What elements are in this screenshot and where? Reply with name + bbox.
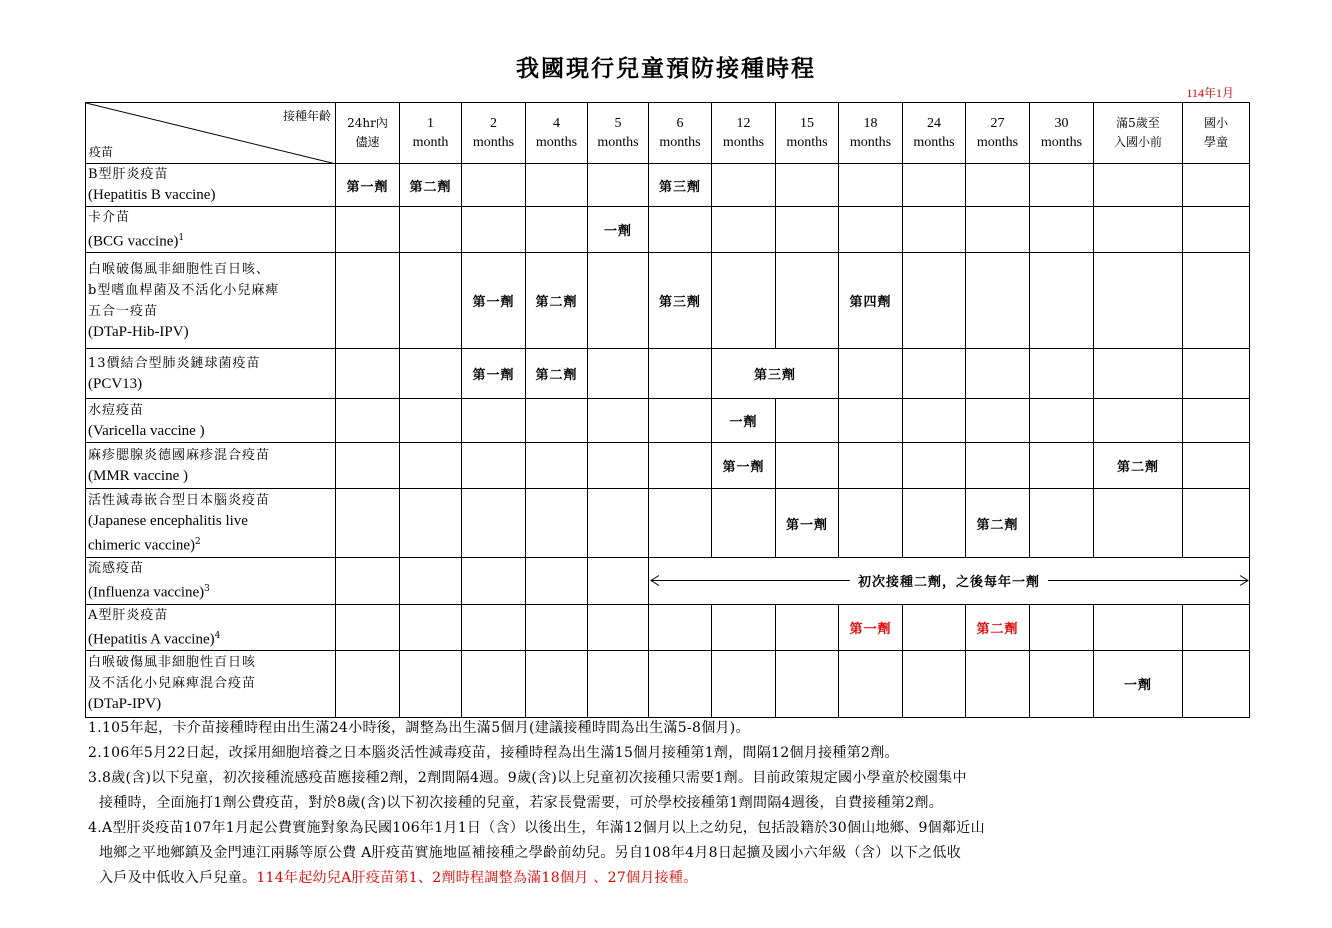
dose-cell: 第二劑 [966, 489, 1030, 558]
vaccine-name-text: 活性減毒嵌合型日本腦炎疫苗 [88, 493, 271, 509]
schedule-cell [776, 650, 839, 717]
age-header-line1: 12 [736, 116, 751, 131]
schedule-cell [1183, 443, 1250, 489]
vaccine-name-cell [86, 650, 336, 717]
vaccine-row [86, 253, 1250, 349]
footnote-line: 接種時，全面施打1劑公費疫苗，對於8歲(含)以下初次接種的兒童，若家長覺需要，可於學校接種第1劑間隔4週後，自費接種第2劑。 [99, 795, 944, 811]
age-header-line1: 30 [1054, 116, 1069, 131]
vaccine-name-line [88, 400, 335, 421]
schedule-cell [1183, 164, 1250, 207]
schedule-cell [712, 489, 776, 558]
schedule-cell [776, 253, 839, 349]
age-axis-label: 接種年齡 [282, 109, 331, 123]
vaccine-row [86, 443, 1250, 489]
vaccine-row [86, 650, 1250, 717]
vaccine-row [86, 207, 1250, 253]
age-header-line2: 入國小前 [1113, 135, 1162, 149]
schedule-cell [1030, 253, 1094, 349]
age-header-line1: 6 [676, 116, 684, 131]
page-title: 我國現行兒童預防接種時程 [516, 55, 816, 82]
dose-cell: 第一劑 [462, 253, 526, 349]
schedule-cell [462, 207, 526, 253]
vaccine-name-cell [86, 558, 336, 604]
schedule-cell [336, 650, 400, 717]
schedule-cell [462, 489, 526, 558]
vaccine-name-text: (Hepatitis B vaccine) [88, 187, 216, 203]
vaccination-schedule-table [85, 102, 1250, 718]
age-header-line2: months [597, 135, 639, 150]
vaccine-row [86, 164, 1250, 207]
schedule-cell [462, 443, 526, 489]
vaccine-name-line [88, 259, 335, 280]
schedule-cell [712, 604, 776, 650]
schedule-cell [400, 399, 462, 443]
age-header-12 [1094, 103, 1183, 164]
vaccine-row [86, 489, 1250, 558]
age-header-line2: months [976, 135, 1019, 150]
schedule-cell [1183, 207, 1250, 253]
schedule-cell [1030, 489, 1094, 558]
vaccine-name-line [88, 694, 335, 715]
schedule-cell [903, 207, 966, 253]
schedule-cell [462, 558, 526, 604]
footnote-line: 地鄉之平地鄉鎮及金門連江兩縣等原公費 A肝疫苗實施地區補接種之學齡前幼兒。另自108年4月8日起擴及國小六年級（含）以下之低收 [99, 845, 961, 861]
schedule-cell [526, 399, 588, 443]
vaccine-name-text: 水痘疫苗 [88, 402, 145, 418]
dose-cell: 第二劑 [526, 349, 588, 399]
vaccine-row [86, 604, 1250, 650]
age-header-line2: months [786, 135, 828, 150]
vaccine-name-text: (Japanese encephalitis live [88, 513, 248, 530]
dose-cell: 第一劑 [712, 443, 776, 489]
age-header-line1: 24hr內 [347, 116, 388, 130]
schedule-cell [903, 489, 966, 558]
vaccine-name-text: A型肝炎疫苗 [88, 607, 169, 623]
age-header-line1: 24 [927, 116, 941, 131]
schedule-cell [400, 604, 462, 650]
schedule-cell [1183, 253, 1250, 349]
vaccine-name-text: (PCV13) [88, 375, 143, 392]
schedule-cell [1094, 489, 1183, 558]
footnote-line: 1.105年起，卡介苗接種時程由出生滿24小時後，調整為出生滿5個月(建議接種時間為出生滿5-8個月)。 [88, 720, 750, 736]
schedule-cell [712, 253, 776, 349]
footnote-line: 2.106年5月22日起，改採用細胞培養之日本腦炎活性減毒疫苗，接種時程為出生滿15個月接種第1劑，間隔12個月接種第2劑。 [88, 745, 899, 761]
schedule-cell [588, 443, 649, 489]
vaccine-name-cell [86, 253, 336, 349]
schedule-cell [966, 253, 1030, 349]
age-header-line1: 27 [990, 116, 1005, 131]
age-header-1 [400, 103, 462, 164]
age-header-2 [462, 103, 526, 164]
schedule-cell [400, 443, 462, 489]
age-header-line2: months [722, 135, 765, 150]
schedule-cell [400, 489, 462, 558]
vaccine-name-line [88, 185, 335, 206]
schedule-cell [776, 604, 839, 650]
schedule-cell [1030, 164, 1094, 207]
vaccine-name-text: 麻疹腮腺炎德國麻疹混合疫苗 [88, 447, 271, 463]
vaccine-name-text: B型肝炎疫苗 [88, 167, 169, 182]
age-header-line1: 15 [800, 116, 814, 131]
vaccine-name-text: (DTaP-IPV) [88, 696, 162, 713]
age-header-line2: 儘速 [355, 135, 380, 149]
dose-cell: 第三劑 [649, 164, 712, 207]
footnote-line: 3.8歲(含)以下兒童，初次接種流感疫苗應接種2劑，2劑間隔4週。9歲(含)以上兒童初次接種只需要1劑。目前政策規定國小學童於校園集中 [88, 770, 967, 786]
schedule-cell [1094, 604, 1183, 650]
age-header-11 [1030, 103, 1094, 164]
schedule-cell [588, 489, 649, 558]
schedule-cell [462, 399, 526, 443]
schedule-cell [1183, 604, 1250, 650]
schedule-cell [903, 604, 966, 650]
vaccine-row [86, 558, 1250, 604]
schedule-cell [400, 253, 462, 349]
influenza-schedule-cell [649, 558, 1250, 604]
vaccine-name-cell [86, 604, 336, 650]
schedule-cell [526, 604, 588, 650]
schedule-cell [588, 253, 649, 349]
schedule-cell [903, 399, 966, 443]
schedule-cell [462, 650, 526, 717]
corner-header-cell [86, 103, 336, 164]
schedule-cell [526, 558, 588, 604]
schedule-cell [1183, 650, 1250, 717]
schedule-cell [776, 443, 839, 489]
schedule-cell [839, 443, 903, 489]
age-header-line2: months [913, 135, 955, 150]
dose-cell: 第一劑 [462, 349, 526, 399]
schedule-cell [839, 489, 903, 558]
schedule-cell [966, 443, 1030, 489]
dose-cell: 第一劑 [776, 489, 839, 558]
footnote-red-highlight: 114年起幼兒A肝疫苗第1、2劑時程調整為滿18個月 、27個月接種。 [256, 870, 698, 886]
vaccine-name-text: 13價結合型肺炎鏈球菌疫苗 [88, 355, 261, 371]
dose-cell: 第二劑 [1094, 443, 1183, 489]
schedule-cell [336, 443, 400, 489]
vaccine-name-line [88, 207, 335, 228]
vaccine-name-line [88, 511, 335, 532]
schedule-cell [1030, 650, 1094, 717]
age-header-0 [336, 103, 400, 164]
vaccine-name-text: chimeric vaccine) [88, 537, 196, 554]
dose-cell: 第一劑 [336, 164, 400, 207]
schedule-cell [1030, 349, 1094, 399]
footnote-text: 入戶及中低收入戶兒童。 [99, 870, 257, 886]
age-header-7 [776, 103, 839, 164]
schedule-cell [462, 604, 526, 650]
schedule-cell [903, 253, 966, 349]
schedule-cell [903, 164, 966, 207]
schedule-cell [649, 349, 712, 399]
vaccine-name-line [88, 626, 335, 650]
schedule-cell [712, 207, 776, 253]
schedule-cell [462, 164, 526, 207]
schedule-cell [649, 207, 712, 253]
vaccine-name-line [88, 353, 335, 374]
schedule-cell [966, 207, 1030, 253]
footnote-line [88, 866, 1258, 891]
age-header-line2: 學童 [1203, 135, 1228, 149]
dose-cell: 第三劑 [712, 349, 839, 399]
schedule-cell [336, 253, 400, 349]
vaccine-name-line [88, 374, 335, 395]
vaccine-name-line [88, 301, 335, 322]
schedule-cell [526, 650, 588, 717]
vaccine-name-cell [86, 207, 336, 253]
schedule-cell [839, 349, 903, 399]
vaccine-name-cell [86, 349, 336, 399]
schedule-cell [1094, 349, 1183, 399]
schedule-cell [649, 604, 712, 650]
age-header-line1: 滿5歲至 [1116, 116, 1160, 130]
schedule-cell [336, 604, 400, 650]
footnote-ref: 4 [214, 630, 221, 641]
footnote-ref: 1 [178, 233, 185, 243]
vaccine-name-text: 白喉破傷風非細胞性百日咳、 [88, 261, 271, 277]
vaccine-name-line [88, 673, 335, 694]
age-header-line2: months [1040, 135, 1083, 150]
schedule-cell [903, 349, 966, 399]
schedule-cell [526, 489, 588, 558]
vaccine-name-line [88, 558, 335, 579]
schedule-cell [588, 604, 649, 650]
schedule-cell [839, 207, 903, 253]
vaccine-name-cell [86, 443, 336, 489]
dose-cell: 第三劑 [649, 253, 712, 349]
schedule-cell [1030, 443, 1094, 489]
schedule-cell [649, 489, 712, 558]
dose-cell: 一劑 [1094, 650, 1183, 717]
vaccine-name-cell [86, 164, 336, 207]
schedule-cell [776, 207, 839, 253]
schedule-cell [712, 650, 776, 717]
schedule-cell [588, 399, 649, 443]
schedule-cell [336, 489, 400, 558]
vaccine-name-text: 五合一疫苗 [88, 303, 159, 319]
vaccine-name-text: (DTaP-Hib-IPV) [88, 323, 189, 340]
footnote-ref: 3 [204, 584, 210, 595]
schedule-cell [1094, 207, 1183, 253]
schedule-cell [336, 558, 400, 604]
dose-cell: 一劑 [588, 207, 649, 253]
vaccine-name-cell [86, 399, 336, 443]
schedule-cell [588, 164, 649, 207]
schedule-cell [966, 349, 1030, 399]
vaccine-name-line [88, 228, 335, 252]
schedule-cell [776, 399, 839, 443]
vaccine-name-line [88, 280, 335, 301]
schedule-cell [588, 349, 649, 399]
age-header-line2: month [412, 135, 449, 150]
schedule-cell [1030, 207, 1094, 253]
vaccine-name-line [88, 421, 335, 442]
schedule-cell [839, 650, 903, 717]
age-header-line1: 2 [490, 116, 497, 131]
schedule-cell [336, 399, 400, 443]
age-header-3 [526, 103, 588, 164]
vaccine-name-line [88, 605, 335, 626]
schedule-cell [903, 443, 966, 489]
schedule-cell [1183, 349, 1250, 399]
schedule-cell [1183, 399, 1250, 443]
dose-cell: 第二劑 [526, 253, 588, 349]
vaccine-name-text: (Hepatitis A vaccine) [88, 630, 215, 647]
schedule-cell [336, 207, 400, 253]
vaccine-name-line [88, 652, 335, 673]
age-header-10 [966, 103, 1030, 164]
age-header-line1: 1 [427, 116, 434, 131]
age-header-5 [649, 103, 712, 164]
schedule-cell [839, 399, 903, 443]
influenza-schedule-label: 初次接種二劑，之後每年一劑 [850, 575, 1048, 590]
schedule-cell [1094, 399, 1183, 443]
schedule-cell [966, 164, 1030, 207]
schedule-cell [966, 650, 1030, 717]
schedule-cell [526, 443, 588, 489]
age-header-line1: 18 [863, 116, 878, 131]
age-header-4 [588, 103, 649, 164]
schedule-cell [588, 650, 649, 717]
footnote-ref: 2 [195, 537, 201, 548]
vaccine-name-text: b型嗜血桿菌及不活化小兒麻痺 [88, 282, 280, 298]
dose-cell: 第二劑 [966, 604, 1030, 650]
schedule-cell [1183, 489, 1250, 558]
age-header-line2: months [659, 135, 701, 150]
schedule-cell [336, 349, 400, 399]
schedule-cell [966, 399, 1030, 443]
schedule-cell [1030, 399, 1094, 443]
footnote-line: 4.A型肝炎疫苗107年1月起公費實施對象為民國106年1月1日（含）以後出生，年滿12個月以上之幼兒，包括設籍於30個山地鄉、9個鄰近山 [88, 820, 985, 836]
footnotes [88, 716, 1258, 891]
vaccine-row [86, 399, 1250, 443]
vaccine-row [86, 349, 1250, 399]
schedule-cell [649, 443, 712, 489]
vaccine-name-text: (MMR vaccine ) [88, 467, 188, 484]
vaccine-name-text: 流感疫苗 [88, 561, 145, 577]
dose-cell: 第四劑 [839, 253, 903, 349]
schedule-cell [400, 349, 462, 399]
age-header-6 [712, 103, 776, 164]
schedule-cell [526, 207, 588, 253]
vaccine-name-text: 卡介苗 [88, 210, 131, 225]
vaccine-name-text: (BCG vaccine) [88, 233, 179, 250]
vaccine-name-line [88, 490, 335, 511]
age-header-13 [1183, 103, 1250, 164]
vaccine-name-line [88, 445, 335, 466]
vaccine-name-line [88, 532, 335, 556]
vaccine-name-line [88, 322, 335, 343]
vaccine-name-text: (Influenza vaccine) [88, 584, 205, 601]
dose-cell: 一劑 [712, 399, 776, 443]
dose-cell: 第二劑 [400, 164, 462, 207]
schedule-cell [649, 650, 712, 717]
schedule-cell [588, 558, 649, 604]
schedule-cell [400, 558, 462, 604]
age-header-line1: 國小 [1203, 116, 1228, 130]
schedule-cell [1030, 604, 1094, 650]
revision-date: 114年1月 [1186, 86, 1234, 100]
schedule-cell [400, 650, 462, 717]
vaccine-name-line [88, 466, 335, 487]
schedule-cell [1094, 253, 1183, 349]
vaccine-axis-label: 疫苗 [89, 145, 114, 159]
age-header-line1: 5 [614, 116, 622, 131]
dose-cell: 第一劑 [839, 604, 903, 650]
schedule-cell [400, 207, 462, 253]
age-header-9 [903, 103, 966, 164]
schedule-cell [1094, 164, 1183, 207]
schedule-cell [903, 650, 966, 717]
age-header-line1: 4 [553, 116, 560, 131]
age-header-8 [839, 103, 903, 164]
schedule-cell [712, 164, 776, 207]
vaccine-name-text: (Varicella vaccine ) [88, 422, 205, 439]
schedule-cell [776, 164, 839, 207]
schedule-cell [839, 164, 903, 207]
age-header-line2: months [849, 135, 892, 150]
schedule-cell [526, 164, 588, 207]
vaccine-name-text: 白喉破傷風非細胞性百日咳 [88, 655, 257, 671]
vaccine-name-line [88, 164, 335, 185]
schedule-cell [649, 399, 712, 443]
age-header-line2: months [535, 135, 578, 150]
vaccine-name-line [88, 579, 335, 603]
vaccine-name-text: 及不活化小兒麻痺混合疫苗 [88, 676, 257, 692]
vaccine-name-cell [86, 489, 336, 558]
age-header-line2: months [472, 135, 515, 150]
